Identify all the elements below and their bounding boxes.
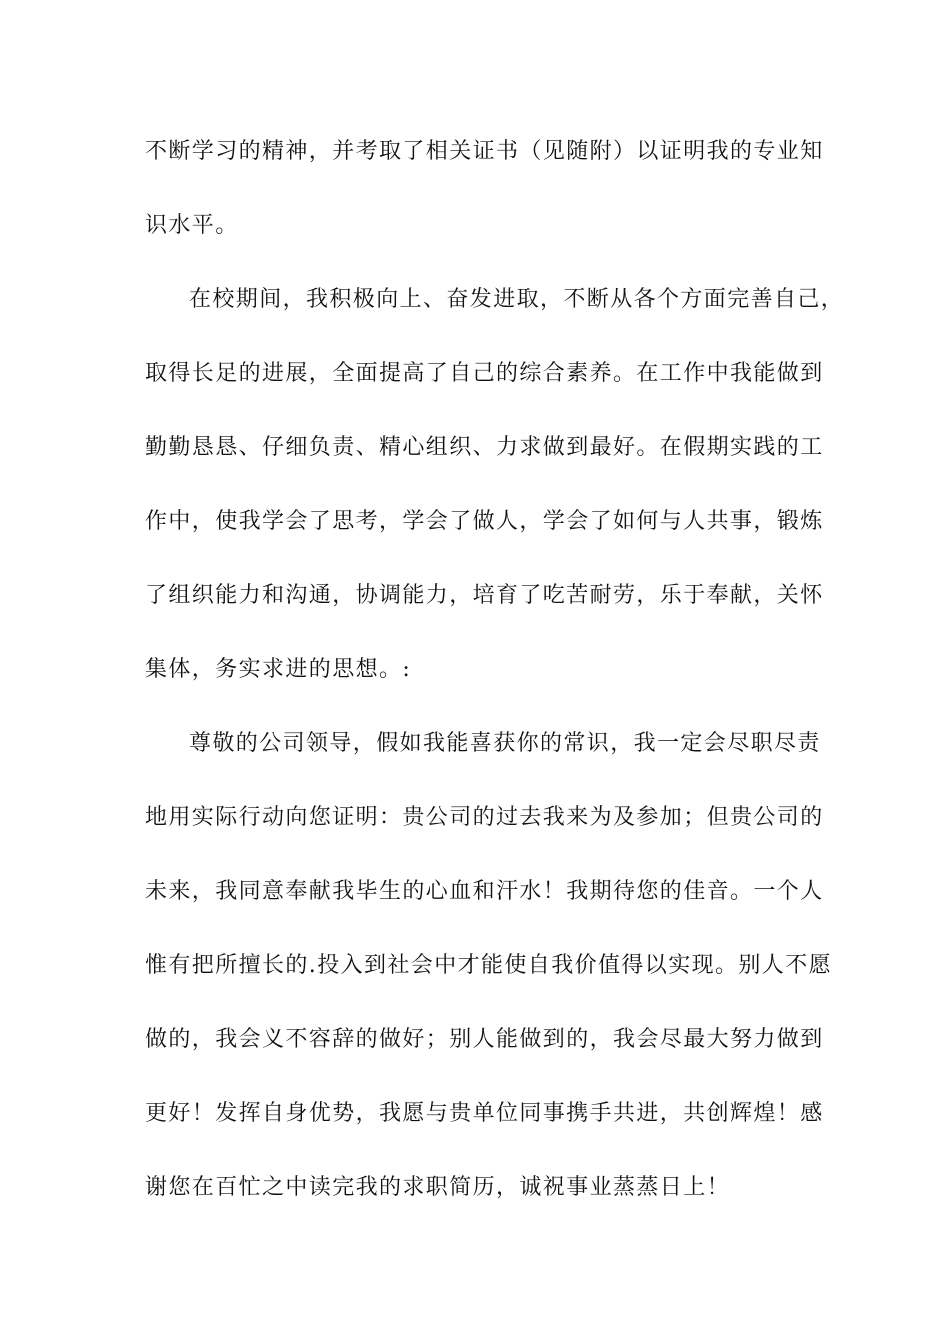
text-line: 谢您在百忙之中读完我的求职简历，诚祝事业蒸蒸日上！	[145, 1175, 731, 1200]
text-line: 地用实际行动向您证明：贵公司的过去我来为及参加；但贵公司的	[145, 805, 824, 830]
text-line: 惟有把所擅长的.投入到社会中才能使自我价值得以实现。别人不愿	[145, 953, 832, 978]
paragraph-start-line: 尊敬的公司领导，假如我能喜获你的常识，我一定会尽职尽责	[189, 731, 821, 756]
paragraph-start-line: 在校期间，我积极向上、奋发进取，不断从各个方面完善自己，	[189, 287, 845, 312]
text-line: 做的，我会义不容辞的做好；别人能做到的，我会尽最大努力做到	[145, 1027, 824, 1052]
text-line: 勤勤恳恳、仔细负责、精心组织、力求做到最好。在假期实践的工	[145, 435, 824, 460]
text-line: 未来，我同意奉献我毕生的心血和汗水！我期待您的佳音。一个人	[145, 879, 824, 904]
text-line: 作中，使我学会了思考，学会了做人，学会了如何与人共事，锻炼	[145, 509, 824, 534]
text-line: 不断学习的精神，并考取了相关证书（见随附）以证明我的专业知	[145, 139, 824, 164]
body-text	[145, 127, 845, 1237]
text-line: 更好！发挥自身优势，我愿与贵单位同事携手共进，共创辉煌！感	[145, 1101, 824, 1126]
text-line: 了组织能力和沟通，协调能力，培育了吃苦耐劳，乐于奉献，关怀	[145, 583, 824, 608]
text-line: 取得长足的进展，全面提高了自己的综合素养。在工作中我能做到	[145, 361, 824, 386]
text-line: 集体，务实求进的思想。:	[145, 657, 412, 682]
text-line: 识水平。	[145, 213, 239, 238]
